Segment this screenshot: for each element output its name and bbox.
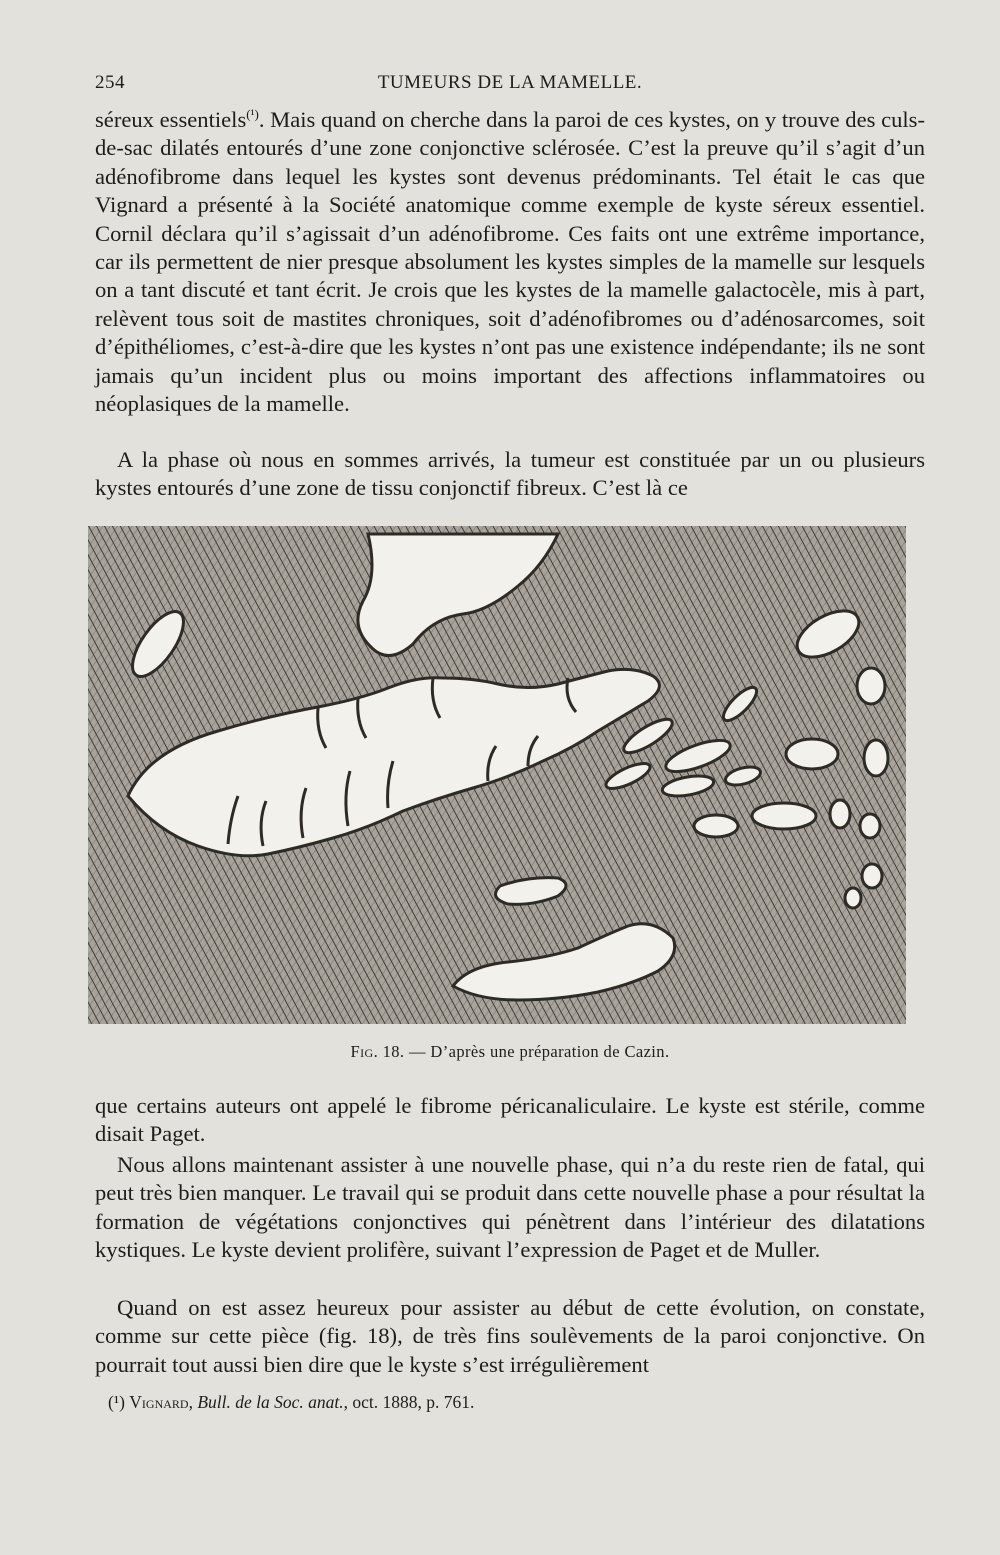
footnote-reference-details: , oct. 1888, p. 761. (343, 1392, 475, 1412)
paragraph-4: Nous allons maintenant assister à une nouvelle phase, qui n’a du reste rien de fatal, qui peut très bien manquer. Le travail qui se produit dans cette nouvelle phase a pour résultat la formation de végétations conjonctives qui pénètrent dans l’intérieur des dilatations kystiques. Le kyste devient prolifère, suivant l’expression de Paget et de Muller. (95, 1152, 925, 1263)
footnote (108, 1392, 908, 1413)
gland-right-3 (786, 739, 838, 769)
footnote-separator: , (188, 1392, 198, 1412)
histology-engraving (88, 526, 906, 1024)
paragraph-1 (95, 106, 925, 418)
footnote-mark: (¹) (108, 1392, 130, 1412)
footnote-journal: Bull. de la Soc. anat. (197, 1392, 344, 1412)
footnote-reference: (¹) (246, 106, 259, 122)
gland-right-6 (694, 815, 738, 837)
gland-right-4 (864, 740, 888, 776)
running-head (95, 72, 925, 102)
gland-right-8 (860, 814, 880, 838)
paragraph-1-rest: . Mais quand on cherche dans la paroi de ces kystes, on y trouve des culs-de-sac dilatés entourés d’une zone conjonctive sclérosée. C’est la preuve qu’il s’agit d’un adénofibrome dans lequel les kystes sont devenus prédominants. Tel était le cas que Vignard a présenté à la Société anatomique comme exemple de kyste séreux essentiel. Cornil déclara qu’il s’agissait d’un adénofibrome. Ces faits ont une extrême importance, car ils permettent de nier presque absolument les kystes simples de la mamelle sur lesquels on a tant discuté et tant écrit. Je crois que les kystes de la mamelle galactocèle, mis à part, relèvent tous soit de mastites chroniques, soit d’adénofibromes ou d’adénosarcomes, soit d’épithéliomes, c’est-à-dire que les kystes n’ont pas une existence indépendante; ils ne sont jamais qu’un incident plus ou moins important des affections inflammatoires ou néoplasiques de la mamelle. (95, 107, 925, 417)
footnote-author: Vignard (129, 1392, 189, 1412)
figure-caption (95, 1042, 925, 1062)
gland-right-9 (862, 864, 882, 888)
running-title: TUMEURS DE LA MAMELLE. (377, 72, 643, 93)
paragraph-3: que certains auteurs ont appelé le fibrome péricanaliculaire. Le kyste est stérile, comme disait Paget. (95, 1093, 925, 1147)
gland-right-7 (830, 800, 850, 828)
figure-label: Fig. 18. (350, 1042, 405, 1061)
figure-18-illustration (88, 526, 906, 1024)
gland-right-10 (845, 888, 861, 908)
paragraph-5: Quand on est assez heureux pour assister au début de cette évolution, on constate, comme sur cette pièce (fig. 18), de très fins soulèvements de la paroi conjonctive. On pourrait tout aussi bien dire que le kyste s’est irrégulièrement (95, 1295, 925, 1377)
paragraph-2: A la phase où nous en sommes arrivés, la tumeur est constituée par un ou plusieurs kystes entourés d’une zone de tissu conjonctif fibreux. C’est là ce (95, 447, 925, 501)
figure-caption-text: — D’après une préparation de Cazin. (404, 1042, 670, 1061)
paragraph-1-start: séreux essentiels (95, 107, 247, 132)
gland-right-5 (752, 803, 816, 829)
gland-right-2 (857, 668, 885, 704)
page-number: 254 (95, 72, 125, 93)
